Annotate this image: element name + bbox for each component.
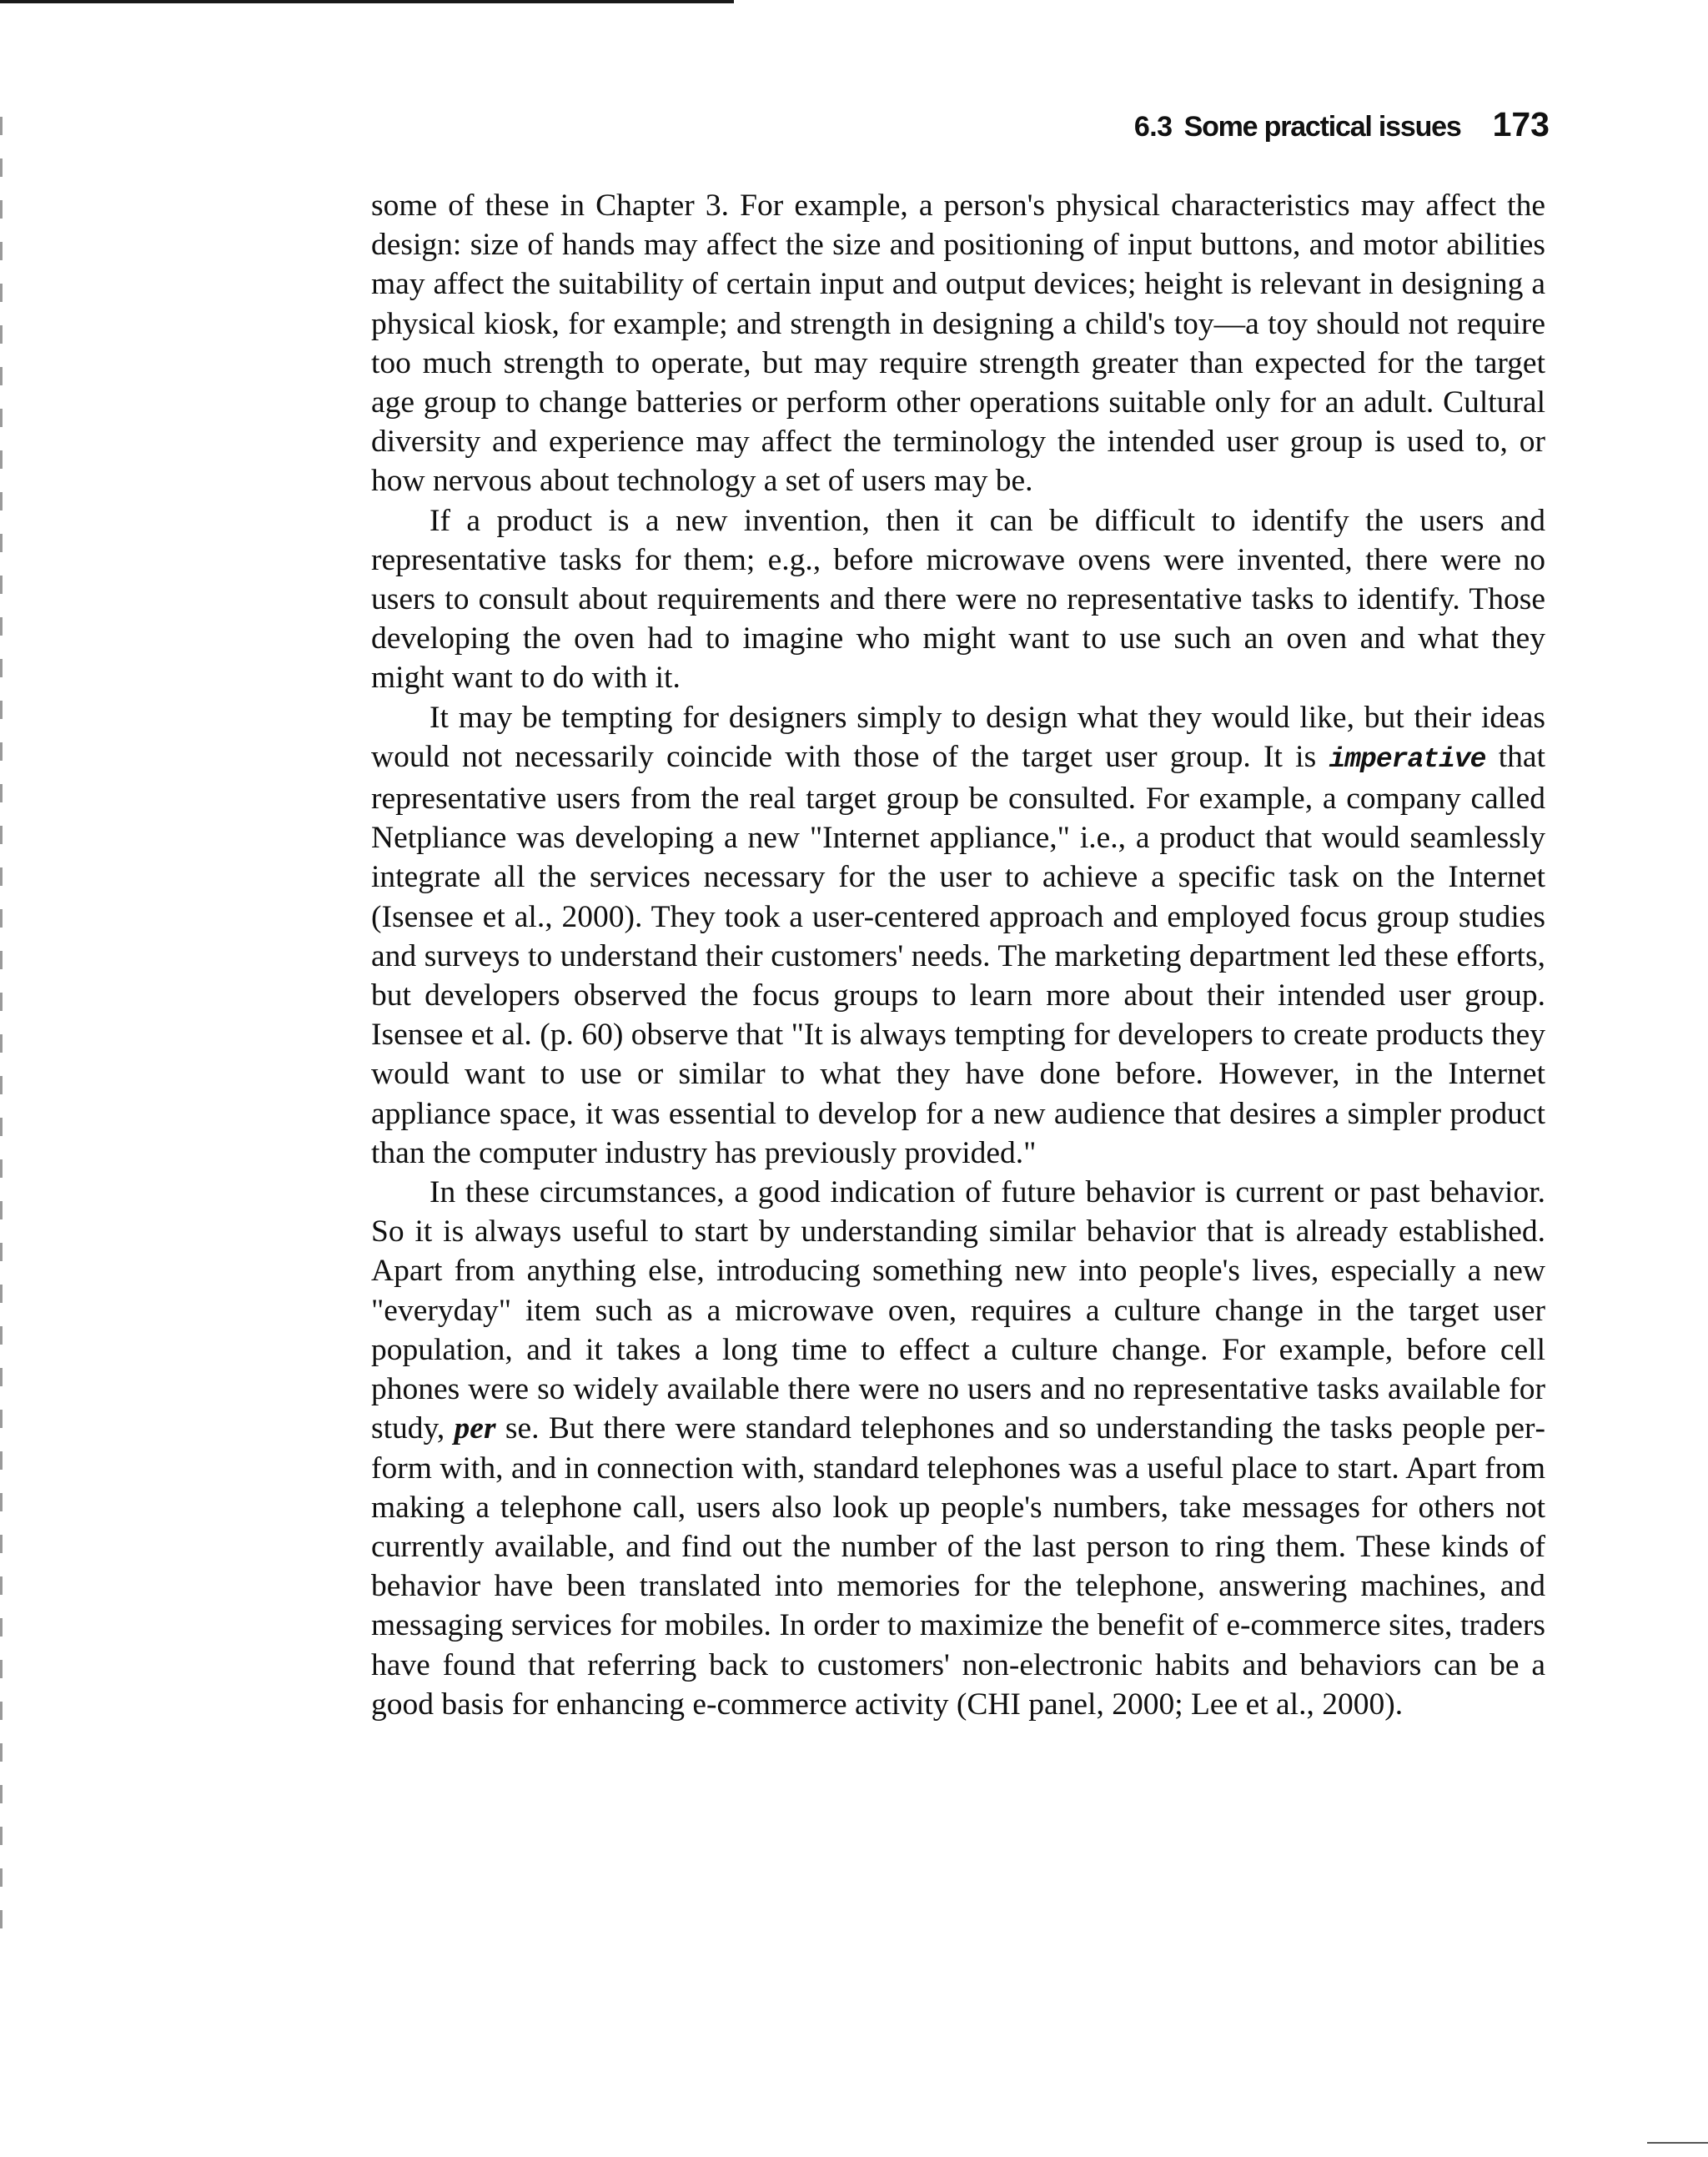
paragraph-3-start: It may be tempting for designers simply to design what they would like, but their ideas would not necessarily coincide with those of the target user group. It is — [371, 700, 1545, 774]
paragraph-3 — [371, 698, 1545, 1173]
paragraph-2: If a product is a new invention, then it can be difficult to identify the users and representative tasks for them; e.g., before microwave ovens were invented, there were no users to consult about requirements and there were no representative tasks to identify. Those developing the oven had to imagine who might want to use such an oven and what they might want to do with it. — [371, 503, 1545, 696]
page-number: 173 — [1492, 105, 1550, 143]
emphasis-imperative: imperative — [1329, 743, 1486, 775]
emphasis-per: per — [454, 1411, 496, 1446]
body-text — [371, 186, 1545, 1724]
top-rule — [0, 0, 734, 3]
paragraph-4-rest: se. But there were standard telephones and so understanding the tasks people perform with, and in connection with, standard telephones was a useful place to start. Apart from making a telephone call, users also look up people's numbers, take messages for others not currently available, and find out the number of the last person to ring them. These kinds of behavior have been translated into memories for the telephone, answering machines, and messaging services for mobiles. In order to maximize the benefit of e-commerce sites, traders have found that referring back to customers' non-electronic habits and behaviors can be a good basis for enhancing e-commerce activity (CHI panel, 2000; Lee et al., 2000). — [371, 1411, 1545, 1722]
paragraph-3-rest: that representative users from the real target group be consulted. For example, a company called Netpliance was developing a new "Internet appliance," i.e., a product that would seamlessly integrate all the services necessary for the user to achieve a specific task on the Internet (Isensee et al., 2000). They took a user-centered approach and employed focus group studies and surveys to understand their customers' needs. The marketing department led these efforts, but developers observed the focus groups to learn more about their intended user group. Isensee et al. (p. 60) observe that "It is always tempting for developers to create products they would want to use or similar to what they have done before. However, in the Internet appliance space, it was essential to develop for a new audience that desires a simpler product than the computer industry has previously provided." — [371, 739, 1545, 1170]
paragraph-4-start: In these circumstances, a good indication of future behavior is current or past behavior. So it is always useful to start by understanding similar behavior that is already established. Apart from anything else, introducing something new into people's lives, especially a new "everyday" item such as a microwave oven, requires a culture change in the target user population, and it takes a long time to effect a culture change. For example, before cell phones were so widely available there were no users and no representative tasks available for study, — [371, 1175, 1545, 1446]
running-head — [1001, 105, 1550, 155]
section-title: Some practical issues — [1183, 111, 1461, 143]
bottom-rule — [1647, 2142, 1708, 2144]
section-number: 6.3 — [1133, 111, 1173, 143]
paragraph-1: some of these in Chapter 3. For example, a person's physical characteristics may affect the design: size of hands may affect the size and positioning of input buttons, and motor abilities may affect the suitability of certain input and output devices; height is relevant in designing a physical kiosk, for example; and strength in designing a child's toy—a toy should not require too much strength to operate, but may require strength greater than expected for the target age group to change batteries or perform other operations suitable only for an adult. Cultural diversity and experience may affect the terminology the intended user group is used to, or how nervous about technology a set of users may be. — [371, 189, 1545, 499]
paragraph-4 — [371, 1173, 1545, 1724]
binding-edge-marks — [0, 117, 3, 1935]
